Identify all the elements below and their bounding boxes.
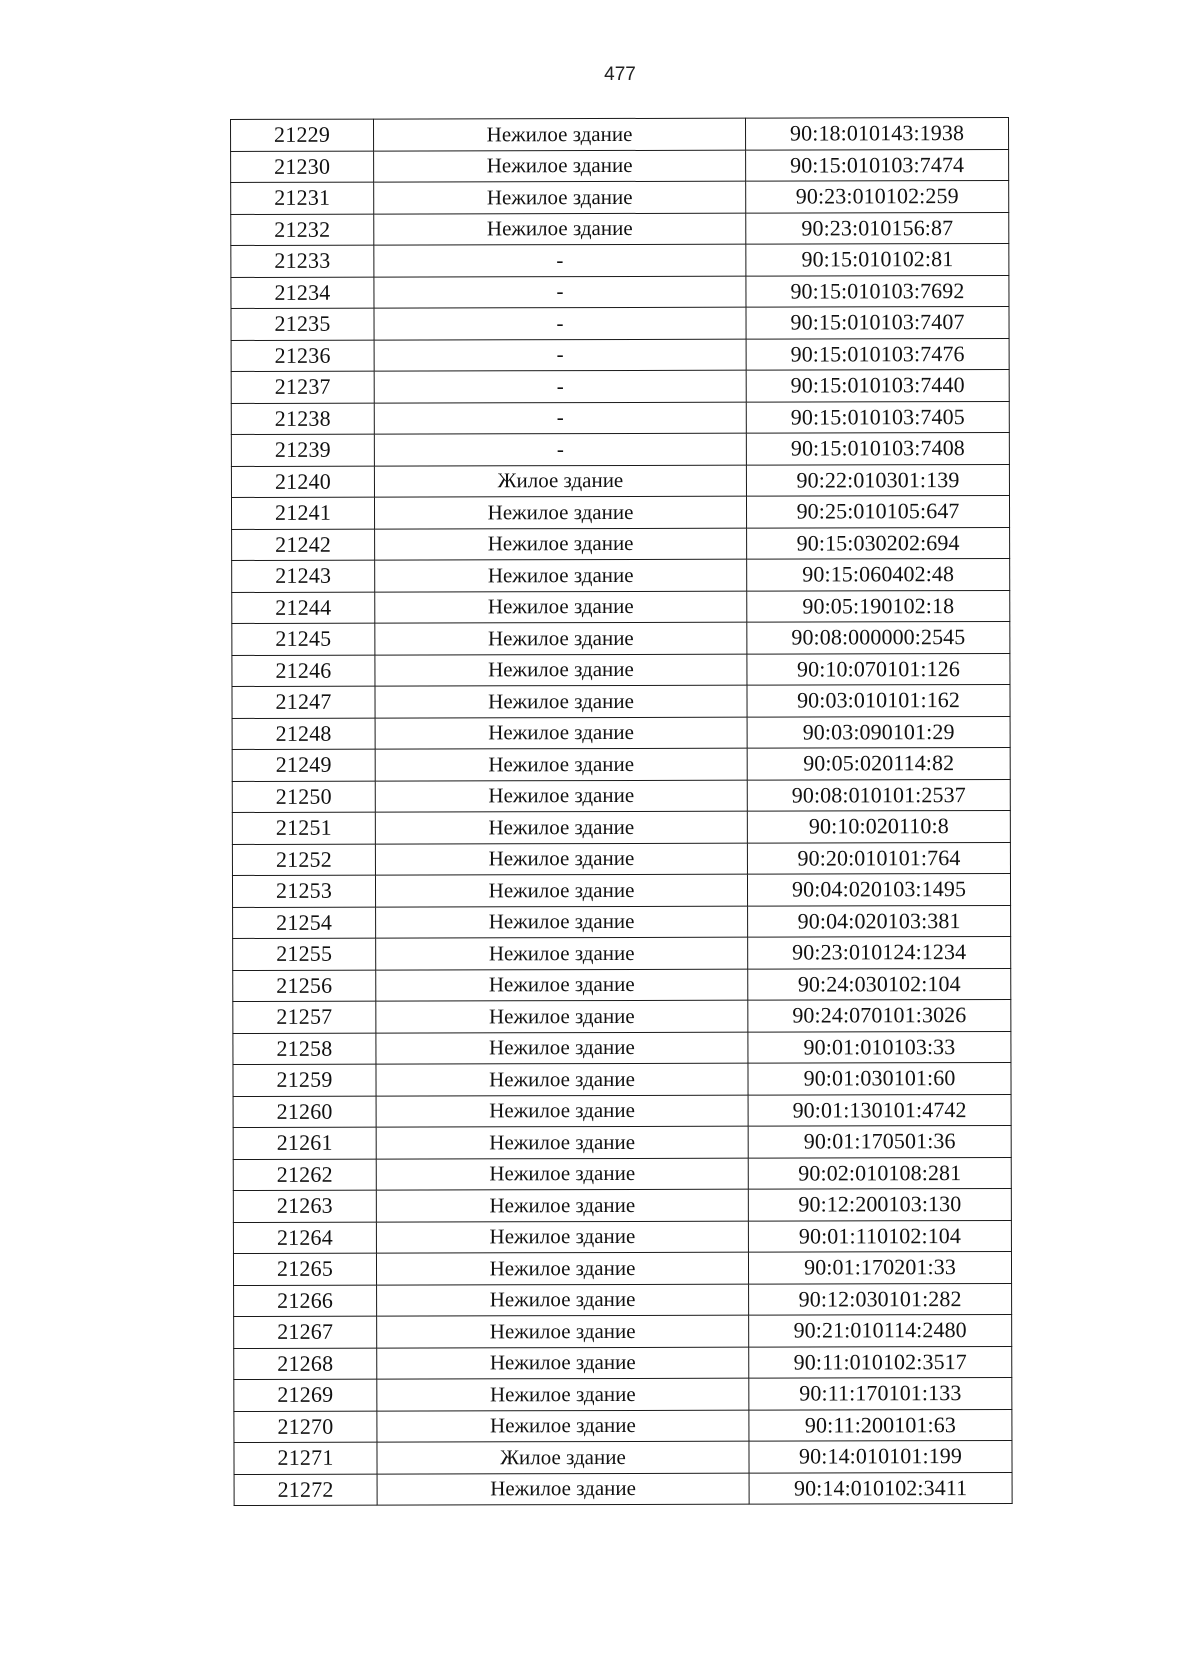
cell-type: Нежилое здание bbox=[375, 748, 747, 780]
cell-cadastral: 90:12:200103:130 bbox=[748, 1188, 1011, 1220]
table-row bbox=[231, 338, 1009, 372]
cell-number: 21250 bbox=[232, 781, 375, 813]
cell-cadastral: 90:03:010101:162 bbox=[747, 684, 1010, 716]
table-row bbox=[231, 369, 1009, 403]
table-row bbox=[231, 212, 1009, 246]
table-row bbox=[232, 779, 1010, 813]
cell-cadastral: 90:15:060402:48 bbox=[747, 558, 1010, 590]
table-row bbox=[233, 905, 1011, 939]
table-row bbox=[233, 1157, 1011, 1191]
table-row bbox=[234, 1472, 1012, 1506]
cell-cadastral: 90:03:090101:29 bbox=[747, 716, 1010, 748]
cell-number: 21238 bbox=[231, 403, 374, 435]
cell-cadastral: 90:23:010102:259 bbox=[746, 180, 1009, 212]
cell-type: Нежилое здание bbox=[375, 811, 747, 843]
cell-type: Нежилое здание bbox=[376, 1189, 748, 1221]
table-row bbox=[232, 684, 1010, 718]
cell-type: - bbox=[374, 433, 746, 465]
cell-cadastral: 90:05:020114:82 bbox=[747, 747, 1010, 779]
cell-number: 21264 bbox=[233, 1222, 376, 1254]
cell-cadastral: 90:25:010105:647 bbox=[746, 495, 1009, 527]
table-row bbox=[231, 495, 1009, 529]
cell-type: Нежилое здание bbox=[375, 780, 747, 812]
cell-cadastral: 90:12:030101:282 bbox=[749, 1283, 1012, 1315]
table-row bbox=[231, 432, 1009, 466]
table-row bbox=[231, 401, 1009, 435]
table-row bbox=[232, 621, 1010, 655]
cell-cadastral: 90:01:110102:104 bbox=[748, 1220, 1011, 1252]
cell-type: Нежилое здание bbox=[374, 496, 746, 528]
table-row bbox=[234, 1409, 1012, 1443]
cell-type: Нежилое здание bbox=[374, 150, 746, 182]
cell-number: 21257 bbox=[233, 1001, 376, 1033]
table-row bbox=[234, 1440, 1012, 1474]
cell-type: - bbox=[374, 307, 746, 339]
cell-number: 21260 bbox=[233, 1096, 376, 1128]
cell-number: 21256 bbox=[233, 970, 376, 1002]
table-row bbox=[233, 999, 1011, 1033]
table-row bbox=[232, 873, 1010, 907]
cell-cadastral: 90:11:010102:3517 bbox=[749, 1346, 1012, 1378]
table-row bbox=[231, 275, 1009, 309]
cell-type: Нежилое здание bbox=[375, 654, 747, 686]
cell-number: 21268 bbox=[234, 1348, 377, 1380]
table-row bbox=[234, 1314, 1012, 1348]
cell-type: Нежилое здание bbox=[377, 1347, 749, 1379]
cell-cadastral: 90:15:010103:7692 bbox=[746, 275, 1009, 307]
table-row bbox=[231, 149, 1009, 183]
cell-number: 21230 bbox=[231, 151, 374, 183]
cell-cadastral: 90:11:170101:133 bbox=[749, 1377, 1012, 1409]
cell-cadastral: 90:15:010103:7407 bbox=[746, 306, 1009, 338]
cell-number: 21262 bbox=[233, 1159, 376, 1191]
cell-type: Нежилое здание bbox=[375, 591, 747, 623]
cell-number: 21251 bbox=[232, 812, 375, 844]
cell-type: Нежилое здание bbox=[374, 213, 746, 245]
cell-number: 21248 bbox=[232, 718, 375, 750]
cell-number: 21240 bbox=[231, 466, 374, 498]
table-row bbox=[231, 180, 1009, 214]
cell-type: Нежилое здание bbox=[377, 1315, 749, 1347]
cell-type: Нежилое здание bbox=[375, 528, 747, 560]
cell-type: Нежилое здание bbox=[376, 906, 748, 938]
table-row bbox=[233, 1188, 1011, 1222]
cell-number: 21261 bbox=[233, 1127, 376, 1159]
cell-number: 21243 bbox=[232, 560, 375, 592]
cell-cadastral: 90:11:200101:63 bbox=[749, 1409, 1012, 1441]
table-row bbox=[232, 653, 1010, 687]
cell-type: Нежилое здание bbox=[374, 181, 746, 213]
cell-cadastral: 90:24:030102:104 bbox=[748, 968, 1011, 1000]
cell-number: 21237 bbox=[231, 371, 374, 403]
cell-type: Нежилое здание bbox=[376, 1221, 748, 1253]
cell-type: - bbox=[374, 276, 746, 308]
cell-type: Нежилое здание bbox=[376, 937, 748, 969]
cell-type: Нежилое здание bbox=[377, 1378, 749, 1410]
cell-cadastral: 90:10:070101:126 bbox=[747, 653, 1010, 685]
cell-cadastral: 90:01:170501:36 bbox=[748, 1125, 1011, 1157]
cell-number: 21229 bbox=[231, 119, 374, 151]
cell-number: 21254 bbox=[233, 907, 376, 939]
cell-number: 21247 bbox=[232, 686, 375, 718]
cell-number: 21252 bbox=[232, 844, 375, 876]
table-row bbox=[231, 464, 1009, 498]
cell-cadastral: 90:15:010102:81 bbox=[746, 243, 1009, 275]
cell-cadastral: 90:15:010103:7476 bbox=[746, 338, 1009, 370]
cell-type: - bbox=[374, 339, 746, 371]
table-row bbox=[232, 558, 1010, 592]
cell-type: Нежилое здание bbox=[375, 622, 747, 654]
cell-cadastral: 90:15:030202:694 bbox=[747, 527, 1010, 559]
cell-number: 21263 bbox=[233, 1190, 376, 1222]
table-row bbox=[231, 117, 1009, 151]
cell-number: 21265 bbox=[233, 1253, 376, 1285]
cell-cadastral: 90:24:070101:3026 bbox=[748, 999, 1011, 1031]
cell-type: Нежилое здание bbox=[375, 559, 747, 591]
cell-number: 21271 bbox=[234, 1442, 377, 1474]
cell-type: Нежилое здание bbox=[376, 969, 748, 1001]
table-row bbox=[232, 527, 1010, 561]
cell-type: Нежилое здание bbox=[375, 843, 747, 875]
cell-type: Нежилое здание bbox=[376, 1252, 748, 1284]
table-row bbox=[231, 306, 1009, 340]
cell-cadastral: 90:08:010101:2537 bbox=[747, 779, 1010, 811]
cell-cadastral: 90:15:010103:7408 bbox=[746, 432, 1009, 464]
cell-type: Нежилое здание bbox=[374, 118, 746, 150]
table-row bbox=[232, 716, 1010, 750]
cell-cadastral: 90:10:020110:8 bbox=[747, 810, 1010, 842]
cell-cadastral: 90:23:010156:87 bbox=[746, 212, 1009, 244]
cell-number: 21259 bbox=[233, 1064, 376, 1096]
cell-cadastral: 90:14:010101:199 bbox=[749, 1440, 1012, 1472]
cell-cadastral: 90:01:010103:33 bbox=[748, 1031, 1011, 1063]
cell-number: 21231 bbox=[231, 182, 374, 214]
table-row bbox=[233, 1220, 1011, 1254]
table-row bbox=[233, 1094, 1011, 1128]
table-row bbox=[232, 842, 1010, 876]
table-row bbox=[234, 1377, 1012, 1411]
cell-type: Нежилое здание bbox=[376, 1095, 748, 1127]
cell-cadastral: 90:02:010108:281 bbox=[748, 1157, 1011, 1189]
cell-cadastral: 90:20:010101:764 bbox=[747, 842, 1010, 874]
cell-cadastral: 90:15:010103:7474 bbox=[746, 149, 1009, 181]
table-row bbox=[232, 810, 1010, 844]
table-row bbox=[233, 1031, 1011, 1065]
cell-cadastral: 90:04:020103:1495 bbox=[747, 873, 1010, 905]
cell-number: 21236 bbox=[231, 340, 374, 372]
cell-number: 21266 bbox=[234, 1285, 377, 1317]
cell-type: Нежилое здание bbox=[376, 1000, 748, 1032]
cell-number: 21235 bbox=[231, 308, 374, 340]
cell-number: 21234 bbox=[231, 277, 374, 309]
cell-number: 21258 bbox=[233, 1033, 376, 1065]
cell-cadastral: 90:01:030101:60 bbox=[748, 1062, 1011, 1094]
cell-type: Нежилое здание bbox=[376, 1032, 748, 1064]
table-row bbox=[232, 747, 1010, 781]
cell-cadastral: 90:15:010103:7440 bbox=[746, 369, 1009, 401]
table-row bbox=[233, 936, 1011, 970]
cell-cadastral: 90:18:010143:1938 bbox=[745, 117, 1008, 149]
cell-number: 21239 bbox=[231, 434, 374, 466]
cell-type: Жилое здание bbox=[377, 1441, 749, 1473]
cell-number: 21233 bbox=[231, 245, 374, 277]
cell-number: 21245 bbox=[232, 623, 375, 655]
cell-number: 21267 bbox=[234, 1316, 377, 1348]
cell-number: 21242 bbox=[232, 529, 375, 561]
page-number: 477 bbox=[604, 64, 636, 85]
table-row bbox=[233, 1251, 1011, 1285]
cell-type: - bbox=[374, 244, 746, 276]
cell-type: Нежилое здание bbox=[376, 1158, 748, 1190]
cell-type: Нежилое здание bbox=[376, 1063, 748, 1095]
cell-number: 21269 bbox=[234, 1379, 377, 1411]
table-row bbox=[233, 1062, 1011, 1096]
cell-type: Нежилое здание bbox=[375, 685, 747, 717]
cell-cadastral: 90:01:130101:4742 bbox=[748, 1094, 1011, 1126]
cell-cadastral: 90:01:170201:33 bbox=[748, 1251, 1011, 1283]
cell-type: Нежилое здание bbox=[377, 1410, 749, 1442]
cell-cadastral: 90:14:010102:3411 bbox=[749, 1472, 1012, 1504]
table-row bbox=[234, 1283, 1012, 1317]
cell-type: - bbox=[374, 402, 746, 434]
cell-number: 21244 bbox=[232, 592, 375, 624]
cell-number: 21255 bbox=[233, 938, 376, 970]
cell-type: Нежилое здание bbox=[375, 717, 747, 749]
cell-cadastral: 90:05:190102:18 bbox=[747, 590, 1010, 622]
cell-type: Жилое здание bbox=[374, 465, 746, 497]
cell-type: Нежилое здание bbox=[377, 1473, 749, 1505]
cell-cadastral: 90:08:000000:2545 bbox=[747, 621, 1010, 653]
cell-type: Нежилое здание bbox=[377, 1284, 749, 1316]
table-row bbox=[234, 1346, 1012, 1380]
cell-type: Нежилое здание bbox=[375, 874, 747, 906]
cell-number: 21246 bbox=[232, 655, 375, 687]
property-registry-table bbox=[230, 117, 1013, 1506]
cell-cadastral: 90:22:010301:139 bbox=[746, 464, 1009, 496]
cell-number: 21232 bbox=[231, 214, 374, 246]
table-row bbox=[233, 1125, 1011, 1159]
cell-number: 21272 bbox=[234, 1474, 377, 1506]
cell-number: 21270 bbox=[234, 1411, 377, 1443]
cell-number: 21249 bbox=[232, 749, 375, 781]
table-row bbox=[232, 590, 1010, 624]
cell-type: Нежилое здание bbox=[376, 1126, 748, 1158]
cell-cadastral: 90:15:010103:7405 bbox=[746, 401, 1009, 433]
cell-cadastral: 90:23:010124:1234 bbox=[748, 936, 1011, 968]
cell-type: - bbox=[374, 370, 746, 402]
table-body bbox=[231, 117, 1013, 1505]
cell-number: 21253 bbox=[232, 875, 375, 907]
cell-cadastral: 90:21:010114:2480 bbox=[749, 1314, 1012, 1346]
cell-cadastral: 90:04:020103:381 bbox=[748, 905, 1011, 937]
table-row bbox=[231, 243, 1009, 277]
table-row bbox=[233, 968, 1011, 1002]
cell-number: 21241 bbox=[231, 497, 374, 529]
